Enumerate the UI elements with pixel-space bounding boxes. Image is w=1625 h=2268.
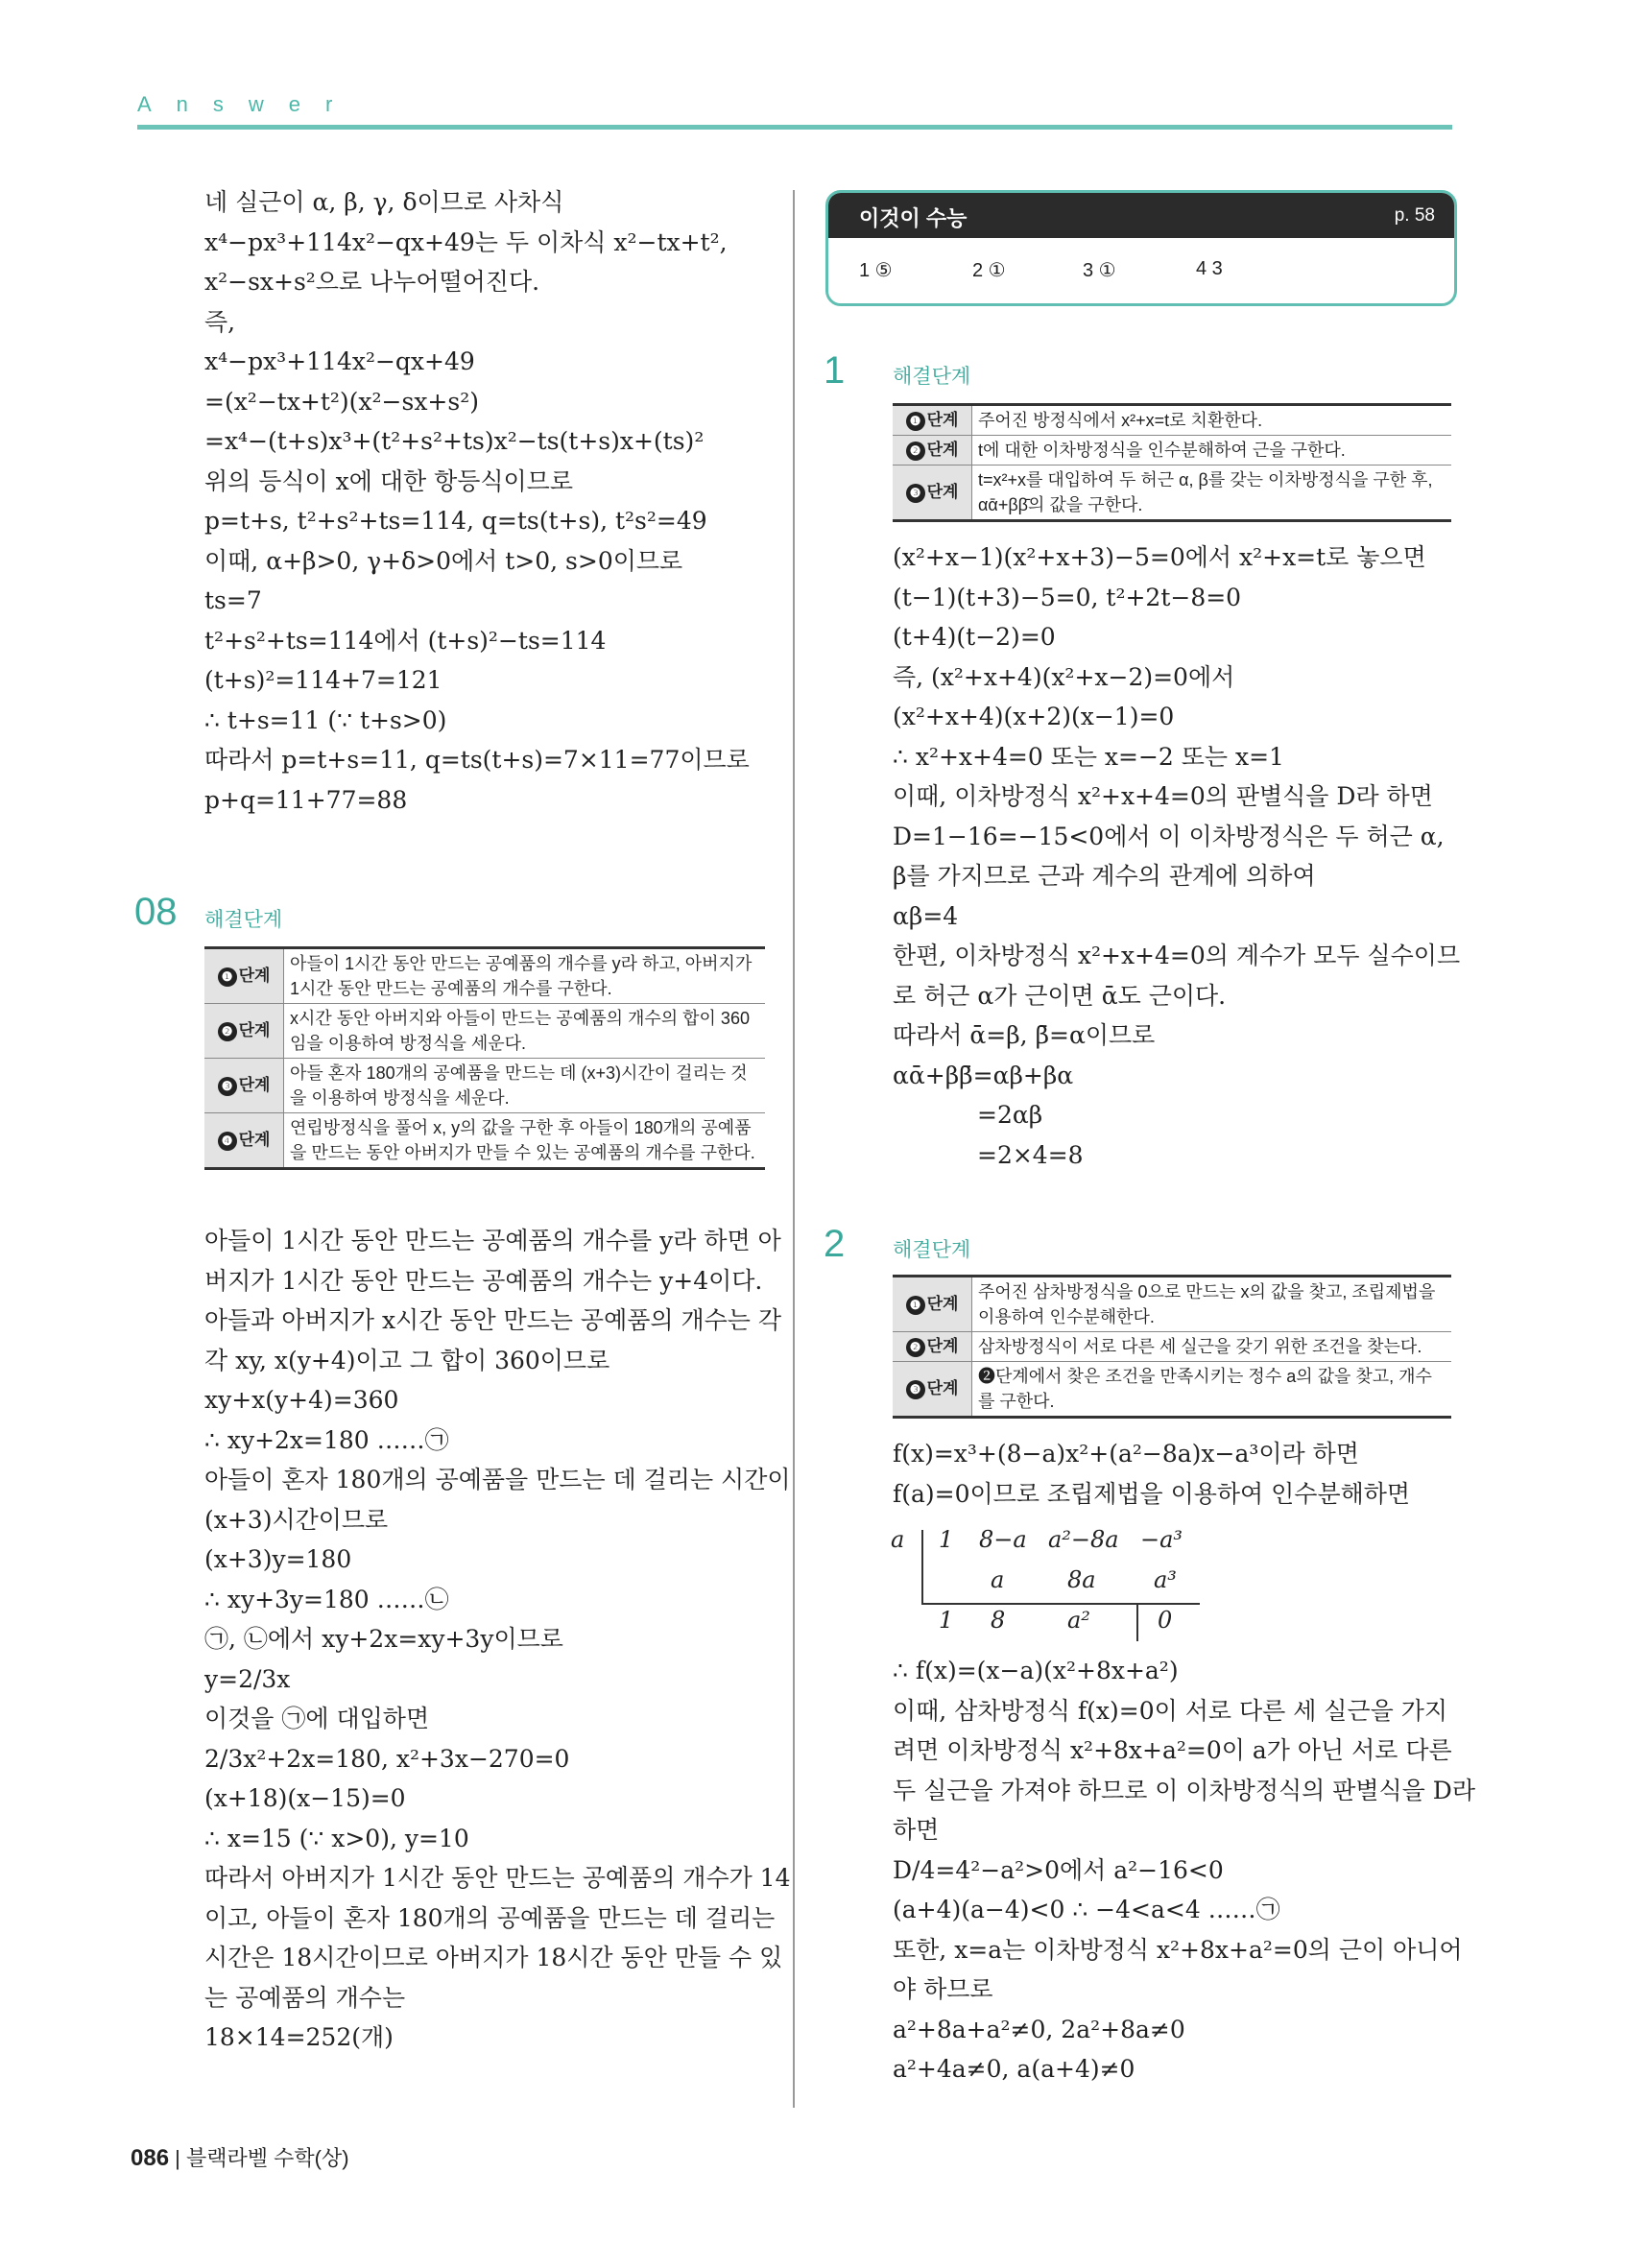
step-description: 연립방정식을 풀어 x, y의 값을 구한 후 아들이 180개의 공예품을 만드는 동안 아버지가 만들 수 있는 공예품의 개수를 구한다. <box>284 1113 766 1169</box>
step-row <box>204 1004 765 1059</box>
solution-line: =2×4=8 <box>977 1140 1084 1169</box>
solution-line: (x+3)y=180 <box>204 1545 352 1573</box>
step-label <box>204 1113 284 1169</box>
solution-line: 아들이 1시간 동안 만드는 공예품의 개수를 y라 하면 아 <box>204 1227 781 1254</box>
solution-line: 2/3x²+2x=180, x²+3x−270=0 <box>204 1744 570 1773</box>
box-answer-1: 1 ⑤ <box>859 260 893 281</box>
solution-line: x⁴−px³+114x²−qx+49 <box>204 347 475 375</box>
column-divider <box>793 190 795 2108</box>
solution-line: αβ=4 <box>893 901 959 930</box>
step-description: ❷단계에서 찾은 조건을 만족시키는 정수 a의 값을 찾고, 개수를 구한다. <box>972 1362 1452 1418</box>
solution-line: p=t+s, t²+s²+ts=114, q=ts(t+s), t²s²=49 <box>204 507 707 535</box>
synth-vertical-rule <box>921 1530 923 1603</box>
synth-mid-3: a³ <box>1154 1566 1177 1593</box>
solution-line: t²+s²+ts=114에서 (t+s)²−ts=114 <box>204 626 607 655</box>
solution-line: y=2/3x <box>204 1664 291 1693</box>
step-description: 주어진 방정식에서 x²+x=t로 치환한다. <box>972 405 1452 436</box>
solution-line: D/4=4²−a²>0에서 a²−16<0 <box>893 1855 1224 1884</box>
solution-line: ∴ x²+x+4=0 또는 x=−2 또는 x=1 <box>893 742 1284 771</box>
solution-line: f(a)=0이므로 조립제법을 이용하여 인수분해하면 <box>893 1479 1411 1508</box>
solution-line: 하면 <box>893 1816 940 1844</box>
steps-table-1 <box>893 403 1451 522</box>
step-label <box>204 1004 284 1059</box>
solution-line: ∴ xy+2x=180 ……㉠ <box>204 1425 449 1454</box>
solution-line: xy+x(y+4)=360 <box>204 1386 399 1414</box>
synth-coef-1: 1 <box>939 1526 954 1553</box>
box-page-ref: p. 58 <box>1394 205 1435 226</box>
left-top-solution <box>204 182 765 820</box>
solution-line: 각 xy, x(y+4)이고 그 합이 360이므로 <box>204 1346 610 1374</box>
steps-table-2 <box>893 1275 1451 1419</box>
step-description: 삼차방정식이 서로 다른 세 실근을 갖기 위한 조건을 찾는다. <box>972 1332 1452 1362</box>
step-description: 아들 혼자 180개의 공예품을 만드는 데 (x+3)시간이 걸리는 것을 이용하여 방정식을 세운다. <box>284 1059 766 1113</box>
solution-line: (t+4)(t−2)=0 <box>893 623 1056 651</box>
step-label-text: 단계 <box>926 1379 959 1397</box>
solution-line: D=1−16=−15<0에서 이 이차방정식은 두 허근 α, <box>893 822 1445 850</box>
solution-line: 아들이 혼자 180개의 공예품을 만드는 데 걸리는 시간이 <box>204 1466 791 1493</box>
solution-line: =x⁴−(t+s)x³+(t²+s²+ts)x²−ts(t+s)x+(ts)² <box>204 427 705 455</box>
synth-res-1: 1 <box>939 1607 954 1634</box>
solution-line: 이고, 아들이 혼자 180개의 공예품을 만드는 데 걸리는 <box>204 1903 776 1932</box>
step-row <box>893 466 1451 521</box>
step-number-badge: ❷ <box>906 442 925 461</box>
box-title: 이것이 수능 <box>859 206 968 230</box>
step-number-badge: ❷ <box>906 1338 925 1357</box>
step-description: t에 대한 이차방정식을 인수분해하여 근을 구한다. <box>972 436 1452 466</box>
solution-line: ∴ f(x)=(x−a)(x²+8x+a²) <box>893 1657 1179 1684</box>
step-label <box>204 948 284 1004</box>
solution-line: 시간은 18시간이므로 아버지가 18시간 동안 만들 수 있 <box>204 1944 783 1971</box>
synth-coef-2: 8−a <box>979 1526 1027 1553</box>
step-label-text: 단계 <box>926 411 959 429</box>
solution-line: 즉, <box>204 307 236 336</box>
synth-res-3: a² <box>1067 1607 1090 1634</box>
solution-line: (x+3)시간이므로 <box>204 1505 389 1534</box>
synth-remainder: 0 <box>1158 1607 1173 1634</box>
solution-line: ts=7 <box>204 586 262 614</box>
solution-line: x⁴−px³+114x²−qx+49는 두 이차식 x²−tx+t², <box>204 227 728 256</box>
synthetic-division <box>885 1526 1211 1641</box>
step-label-text: 단계 <box>238 967 271 985</box>
solution-line: (t+s)²=114+7=121 <box>204 666 442 694</box>
section-title-2: 해결단계 <box>893 1239 971 1261</box>
step-row <box>893 1362 1451 1418</box>
solution-line: (x²+x+4)(x+2)(x−1)=0 <box>893 703 1175 730</box>
step-number-badge: ❶ <box>906 412 925 431</box>
solution-line: (a+4)(a−4)<0 ∴ −4<a<4 ……㉠ <box>893 1896 1280 1923</box>
synth-mid-2: 8a <box>1067 1566 1096 1593</box>
box-answer-3: 3 ① <box>1083 260 1116 281</box>
solution-line: ㉠, ㉡에서 xy+2x=xy+3y이므로 <box>204 1625 563 1653</box>
page-number: 086 <box>131 2145 170 2171</box>
solution-line: p+q=11+77=88 <box>204 785 408 814</box>
step-label-text: 단계 <box>238 1131 271 1149</box>
step-number-badge: ❶ <box>906 1296 925 1315</box>
box-answer-4: 4 3 <box>1196 258 1223 279</box>
synth-coef-4: −a³ <box>1140 1526 1183 1553</box>
solution-line: αᾱ+ββ̄=αβ+βα <box>893 1061 1074 1089</box>
solution-line: 18×14=252(개) <box>204 2023 394 2051</box>
solution-line: f(x)=x³+(8−a)x²+(a²−8a)x−a³이라 하면 <box>893 1440 1359 1468</box>
section-number-1: 1 <box>824 349 846 392</box>
section-title-08: 해결단계 <box>204 909 283 931</box>
step-row <box>204 1113 765 1169</box>
footer-separator: | <box>175 2146 186 2170</box>
step-label <box>893 1277 972 1332</box>
step-row <box>204 1059 765 1113</box>
solution-line: ∴ t+s=11 (∵ t+s>0) <box>204 705 447 734</box>
solution-line: a²+4a≠0, a(a+4)≠0 <box>893 2055 1135 2083</box>
step-number-badge: ❸ <box>906 1380 925 1399</box>
step-label <box>893 405 972 436</box>
step-label-text: 단계 <box>238 1021 271 1039</box>
solution-line: x²−sx+s²으로 나누어떨어진다. <box>204 268 540 296</box>
section-1-solution <box>893 537 1461 1175</box>
step-row <box>893 1277 1451 1332</box>
step-label-text: 단계 <box>926 441 959 459</box>
solution-line: 따라서 ᾱ=β, β̄=α이므로 <box>893 1021 1156 1049</box>
step-row <box>204 948 765 1004</box>
section-header: Answer <box>137 92 358 116</box>
solution-line: ∴ xy+3y=180 ……㉡ <box>204 1585 449 1613</box>
step-label <box>893 436 972 466</box>
step-label-text: 단계 <box>926 1295 959 1313</box>
section-title-1: 해결단계 <box>893 366 971 388</box>
page-footer <box>131 2142 349 2172</box>
solution-line: a²+8a+a²≠0, 2a²+8a≠0 <box>893 2015 1185 2043</box>
solution-line: 한편, 이차방정식 x²+x+4=0의 계수가 모두 실수이므 <box>893 942 1461 969</box>
solution-line: 이때, 이차방정식 x²+x+4=0의 판별식을 D라 하면 <box>893 782 1433 810</box>
step-row <box>893 436 1451 466</box>
section-number-2: 2 <box>824 1223 846 1265</box>
step-number-badge: ❹ <box>218 1132 237 1151</box>
solution-line: 야 하므로 <box>893 1975 993 2003</box>
solution-line: 로 허근 α가 근이면 ᾱ도 근이다. <box>893 981 1227 1010</box>
step-description: 아들이 1시간 동안 만드는 공예품의 개수를 y라 하고, 아버지가 1시간 동안 만드는 공예품의 개수를 구한다. <box>284 948 766 1004</box>
solution-line: 아들과 아버지가 x시간 동안 만드는 공예품의 개수는 각 <box>204 1306 782 1334</box>
section-2-solution-a <box>893 1434 1451 1514</box>
book-title: 블랙라벨 수학(상) <box>186 2146 349 2170</box>
step-description: 주어진 삼차방정식을 0으로 만드는 x의 값을 찾고, 조립제법을 이용하여 인수분해한다. <box>972 1277 1452 1332</box>
synth-horizontal-rule <box>921 1603 1200 1605</box>
solution-line: 또한, x=a는 이차방정식 x²+8x+a²=0의 근이 아니어 <box>893 1935 1463 1964</box>
step-number-badge: ❸ <box>218 1077 237 1096</box>
solution-line: 두 실근을 가져야 하므로 이 이차방정식의 판별식을 D라 <box>893 1776 1475 1804</box>
step-label-text: 단계 <box>926 483 959 501</box>
solution-line: 이때, α+β>0, γ+δ>0에서 t>0, s>0이므로 <box>204 546 683 575</box>
step-label <box>893 1362 972 1418</box>
step-label <box>204 1059 284 1113</box>
solution-line: 려면 이차방정식 x²+8x+a²=0이 a가 아닌 서로 다른 <box>893 1736 1452 1764</box>
step-label <box>893 1332 972 1362</box>
synth-mid-1: a <box>991 1566 1005 1593</box>
solution-line: (x²+x−1)(x²+x+3)−5=0에서 x²+x=t로 놓으면 <box>893 543 1426 571</box>
box-answer-2: 2 ① <box>972 260 1006 281</box>
step-description: x시간 동안 아버지와 아들이 만드는 공예품의 개수의 합이 360임을 이용하여 방정식을 세운다. <box>284 1004 766 1059</box>
solution-line: 버지가 1시간 동안 만드는 공예품의 개수는 y+4이다. <box>204 1266 763 1295</box>
solution-line: 는 공예품의 개수는 <box>204 1983 406 2012</box>
solution-line: (x+18)(x−15)=0 <box>204 1784 406 1812</box>
solution-line: 따라서 p=t+s=11, q=ts(t+s)=7×11=77이므로 <box>204 746 750 774</box>
solution-line: 이것을 ㉠에 대입하면 <box>204 1705 430 1732</box>
step-label <box>893 466 972 521</box>
step-label-text: 단계 <box>238 1076 271 1094</box>
steps-table-08 <box>204 946 765 1170</box>
header-rule <box>137 125 1452 130</box>
step-description: t=x²+x를 대입하여 두 허근 α, β를 갖는 이차방정식을 구한 후, αᾱ+ββ̄의 값을 구한다. <box>972 466 1452 521</box>
step-label-text: 단계 <box>926 1337 959 1355</box>
solution-line: =(x²−tx+t²)(x²−sx+s²) <box>204 387 479 416</box>
suneung-box <box>825 190 1457 306</box>
solution-line: β를 가지므로 근과 계수의 관계에 의하여 <box>893 862 1316 890</box>
solution-line: 즉, (x²+x+4)(x²+x−2)=0에서 <box>893 662 1235 691</box>
step-number-badge: ❷ <box>218 1022 237 1041</box>
step-number-badge: ❶ <box>218 967 237 987</box>
synth-divisor: a <box>891 1526 905 1553</box>
step-number-badge: ❸ <box>906 484 925 503</box>
synth-res-2: 8 <box>991 1607 1006 1634</box>
synth-coef-3: a²−8a <box>1048 1526 1119 1553</box>
solution-line: 네 실근이 α, β, γ, δ이므로 사차식 <box>204 188 564 216</box>
section-number-08: 08 <box>134 891 178 933</box>
solution-line: 위의 등식이 x에 대한 항등식이므로 <box>204 466 573 495</box>
synth-remainder-rule <box>1136 1603 1138 1641</box>
solution-line: ∴ x=15 (∵ x>0), y=10 <box>204 1824 469 1852</box>
step-row <box>893 405 1451 436</box>
step-row <box>893 1332 1451 1362</box>
section-08-solution <box>204 1221 791 2058</box>
solution-line: 따라서 아버지가 1시간 동안 만드는 공예품의 개수가 14 <box>204 1864 791 1892</box>
section-2-solution-b <box>893 1651 1475 2089</box>
solution-line: (t−1)(t+3)−5=0, t²+2t−8=0 <box>893 583 1242 611</box>
solution-line: 이때, 삼차방정식 f(x)=0이 서로 다른 세 실근을 가지 <box>893 1696 1447 1725</box>
solution-line: =2αβ <box>977 1101 1043 1129</box>
